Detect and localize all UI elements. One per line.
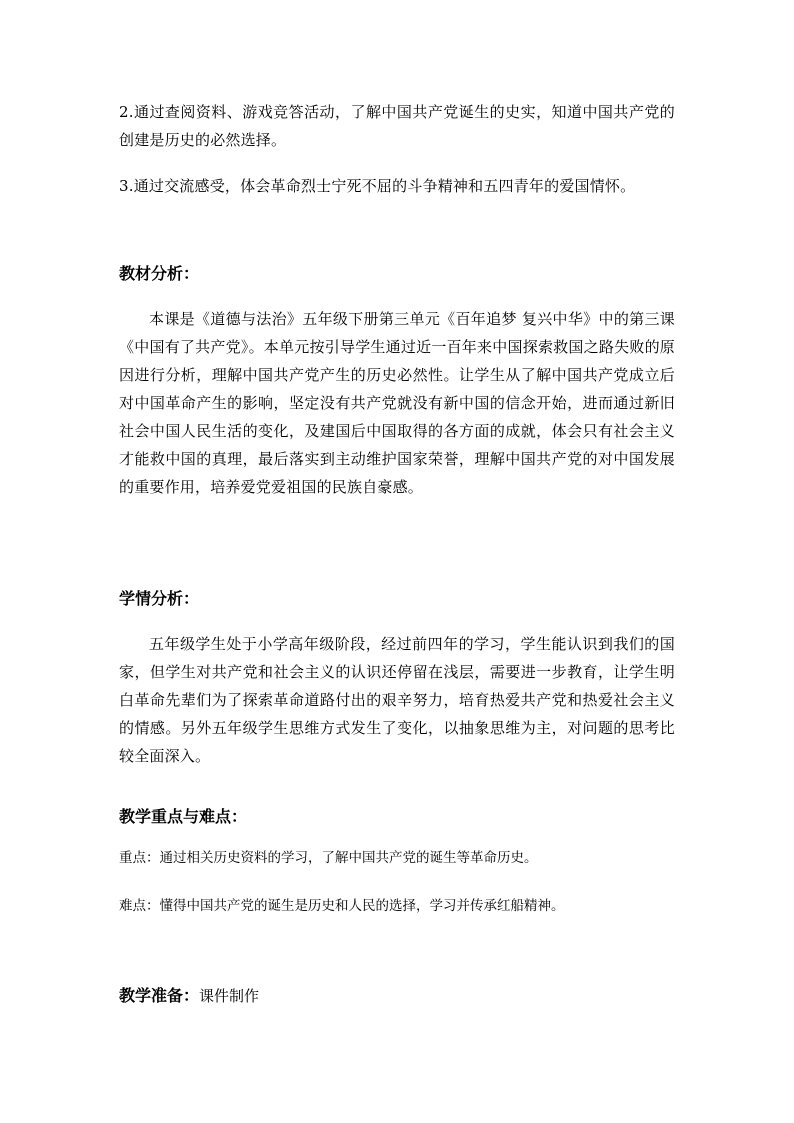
objective-item-2: 2.通过查阅资料、游戏竞答活动，了解中国共产党诞生的史实，知道中国共产党的创建是历史的必然选择。 [119,103,675,149]
textbook-analysis-body: 本课是《道德与法治》五年级下册第三单元《百年追梦 复兴中华》中的第三课《中国有了共产党》。本单元按引导学生通过近一百年来中国探索救国之路失败的原因进行分析，理解中国共产党产生的历史必然性。让学生从了解中国共产党成立后对中国革命产生的影响，坚定没有共产党就没有新中国的信念开始，进而通过新旧社会中国人民生活的变化，及建国后中国取得的各方面的成就，体会只有社会主义才能救中国的真理，最后落实到主动维护国家荣誉，理解中国共产党的对中国发展的重要作用，培养爱党爱祖国的民族自豪感。 [119,310,675,496]
key-point-difficulty: 难点：懂得中国共产党的诞生是历史和人民的选择，学习并传承红船精神。 [119,898,565,914]
preparation-row [119,984,675,1008]
preparation-heading: 教学准备： [119,986,200,1005]
objective-item-3: 3.通过交流感受，体会革命烈士宁死不屈的斗争精神和五四青年的爱国情怀。 [119,177,636,195]
key-point-focus: 重点：通过相关历史资料的学习，了解中国共产党的诞生等革命历史。 [119,850,538,866]
key-points-heading: 教学重点与难点： [119,807,248,826]
textbook-analysis-heading: 教材分析： [119,264,200,283]
student-analysis-body: 五年级学生处于小学高年级阶段，经过前四年的学习，学生能认识到我们的国家，但学生对共产党和社会主义的认识还停留在浅层，需要进一步教育，让学生明白革命先辈们为了探索革命道路付出的艰辛努力，培育热爱共产党和热爱社会主义的情感。另外五年级学生思维方式发生了变化，以抽象思维为主，对问题的思考比较全面深入。 [119,635,675,765]
student-analysis-heading: 学情分析： [119,589,200,608]
preparation-content: 课件制作 [199,987,260,1005]
